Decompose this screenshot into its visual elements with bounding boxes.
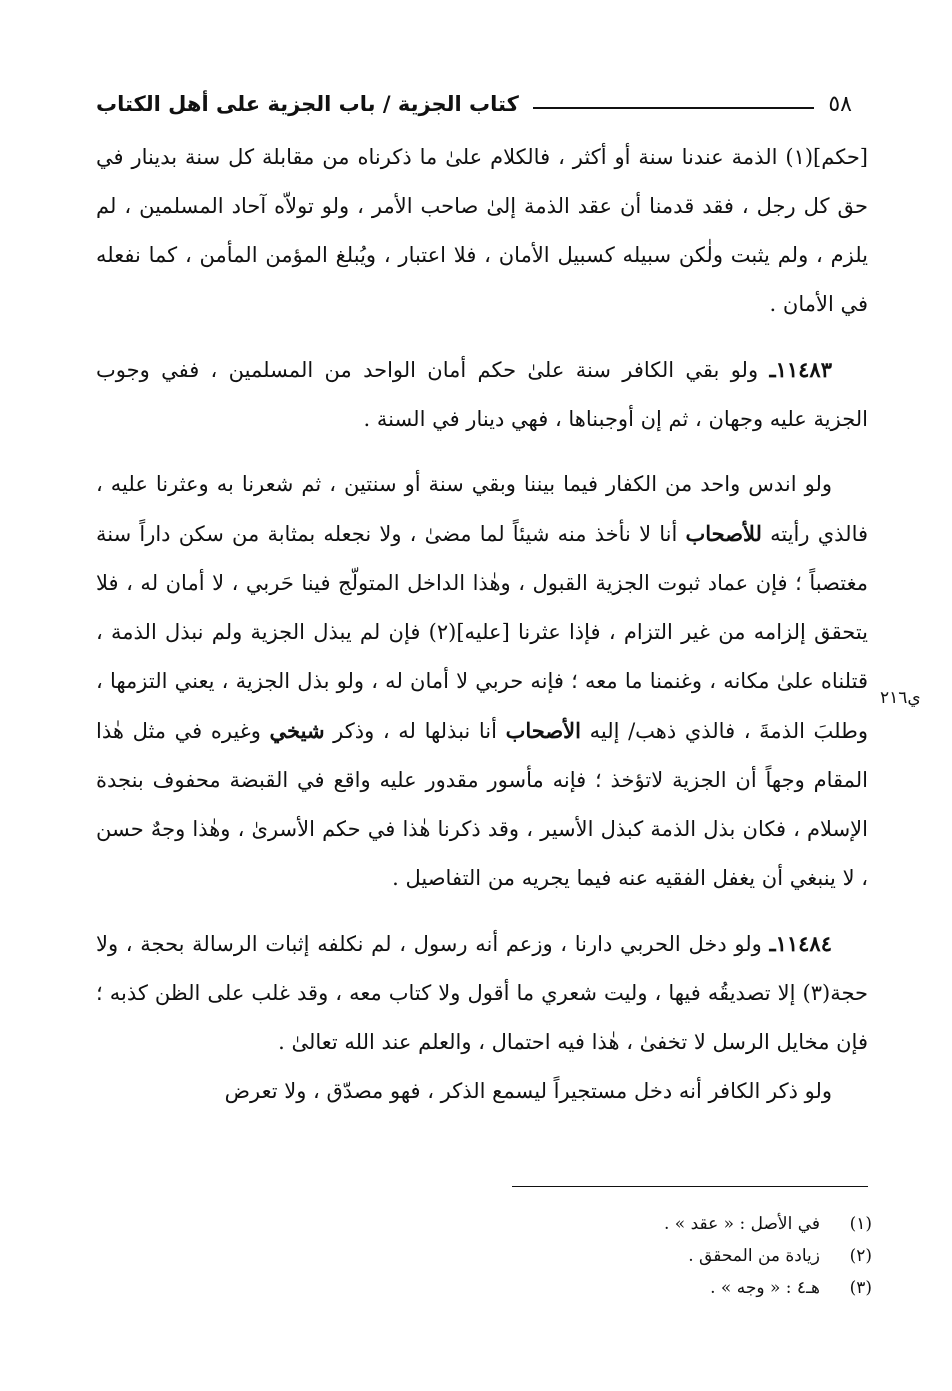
main-text — [96, 133, 868, 1116]
section-number-11484: ١١٤٨٤ـ — [769, 931, 832, 956]
bold-term-shaykhi: شيخي — [269, 718, 325, 743]
header-rule — [533, 107, 815, 109]
footnote-2-text: زيادة من المحقق . — [688, 1246, 820, 1266]
running-header — [96, 86, 852, 122]
footnote-1-text: في الأصل : « عقد » . — [663, 1214, 820, 1234]
page-number: ٥٨ — [828, 91, 852, 117]
paragraph-3-part-d: وغيره في مثل هٰذا المقام وجهاً أن الجزية لاتؤخذ ؛ فإنه مأسور مقدور عليه واقع في القبضة محفوف بنجدة الإسلام ، فكان بذل الذمة كبذل الأسير ، وقد ذكرنا هٰذا في حكم الأسرىٰ ، وهٰذا وجهٌ حسن ، لا ينبغي أن يغفل الفقيه عنه فيما يجريه من التفاصيل . — [96, 719, 868, 890]
paragraph-5: ولو ذكر الكافر أنه دخل مستجيراً ليسمع الذكر ، فهو مصدّق ، ولا تعرض — [224, 1079, 832, 1103]
paragraph-3-part-c: أنا نبذلها له ، وذكر — [324, 719, 506, 743]
paragraph-3-part-a: ولو اندس واحد من الكفار فيما بيننا وبقي سنة أو سنتين ، ثم شعرنا به وعثرنا عليه ، فالذي رأيته — [96, 472, 869, 546]
footnote-3-number: (٣) — [849, 1278, 872, 1298]
footnote-3-text: هـ٤ : « وجه » . — [710, 1278, 820, 1298]
paragraph-3-part-b: أنا لا نأخذ منه شيئاً لما مضىٰ ، ولا نجعله بمثابة من سكن داراً سنة مغتصباً ؛ فإن عماد ثبوت الجزية القبول ، وهٰذا الداخل المتولّج فينا حَربي ، لا أمان له ، فلا يتحقق إلزامه من غير التزام ، فإذا عثرنا [عليه](٢) فإن لم يبذل الجزية ولم نبذل الذمة ، قتلناه علىٰ مكانه ، وغنمنا ما معه ؛ فإنه حربي لا أمان له ، ولو بذل الجزية ، يعني التزمها ، وطلبَ الذمةَ ، فالذي ذهب/ إليه — [96, 522, 868, 743]
paragraph-2 — [96, 345, 868, 444]
footnote-3 — [500, 1272, 872, 1304]
running-title: كتاب الجزية / باب الجزية على أهل الكتاب — [96, 92, 519, 116]
bold-term-ashab-2: الأصحاب — [505, 718, 581, 743]
paragraph-3 — [96, 460, 868, 903]
margin-reference: ي٢١٦ — [880, 688, 921, 708]
footnotes — [500, 1208, 872, 1304]
paragraph-4-text: ولو دخل الحربي دارنا ، وزعم أنه رسول ، لم نكلفه إثبات الرسالة بحجة ، ولا حجة(٣) إلا تصديقُه فيها ، وليت شعري ما أقول ولا كتاب معه ، وقد غلب على الظن كذبه ؛ فإن مخايل الرسل لا تخفىٰ ، هٰذا فيه احتمال ، والعلم عند الله تعالىٰ . — [96, 932, 868, 1054]
section-number-11483: ١١٤٨٣ـ — [769, 357, 832, 382]
footnote-1-number: (١) — [849, 1214, 872, 1234]
footnote-2-number: (٢) — [849, 1246, 872, 1266]
bold-term-ashab-1: للأصحاب — [685, 521, 762, 546]
paragraph-2-text: ولو بقي الكافر سنة علىٰ حكم أمان الواحد من المسلمين ، ففي وجوب الجزية عليه وجهان ، ثم إن أوجبناها ، فهي دينار في السنة . — [96, 358, 868, 431]
footnote-1 — [500, 1208, 872, 1240]
paragraph-1: [حكم](١) الذمة عندنا سنة أو أكثر ، فالكلام علىٰ ما ذكرناه من مقابلة كل سنة بدينار في حق كل رجل ، فقد قدمنا أن عقد الذمة إلىٰ صاحب الأمر ، ولو تولاّه آحاد المسلمين ، لم يلزم ، ولم يثبت ولٰكن سبيله كسبيل الأمان ، فلا اعتبار ، ويُبلغ المؤمن المأمن ، كما نفعله في الأمان . — [96, 145, 868, 316]
footnote-2 — [500, 1240, 872, 1272]
footnote-rule — [512, 1186, 868, 1187]
paragraph-4 — [96, 919, 868, 1067]
